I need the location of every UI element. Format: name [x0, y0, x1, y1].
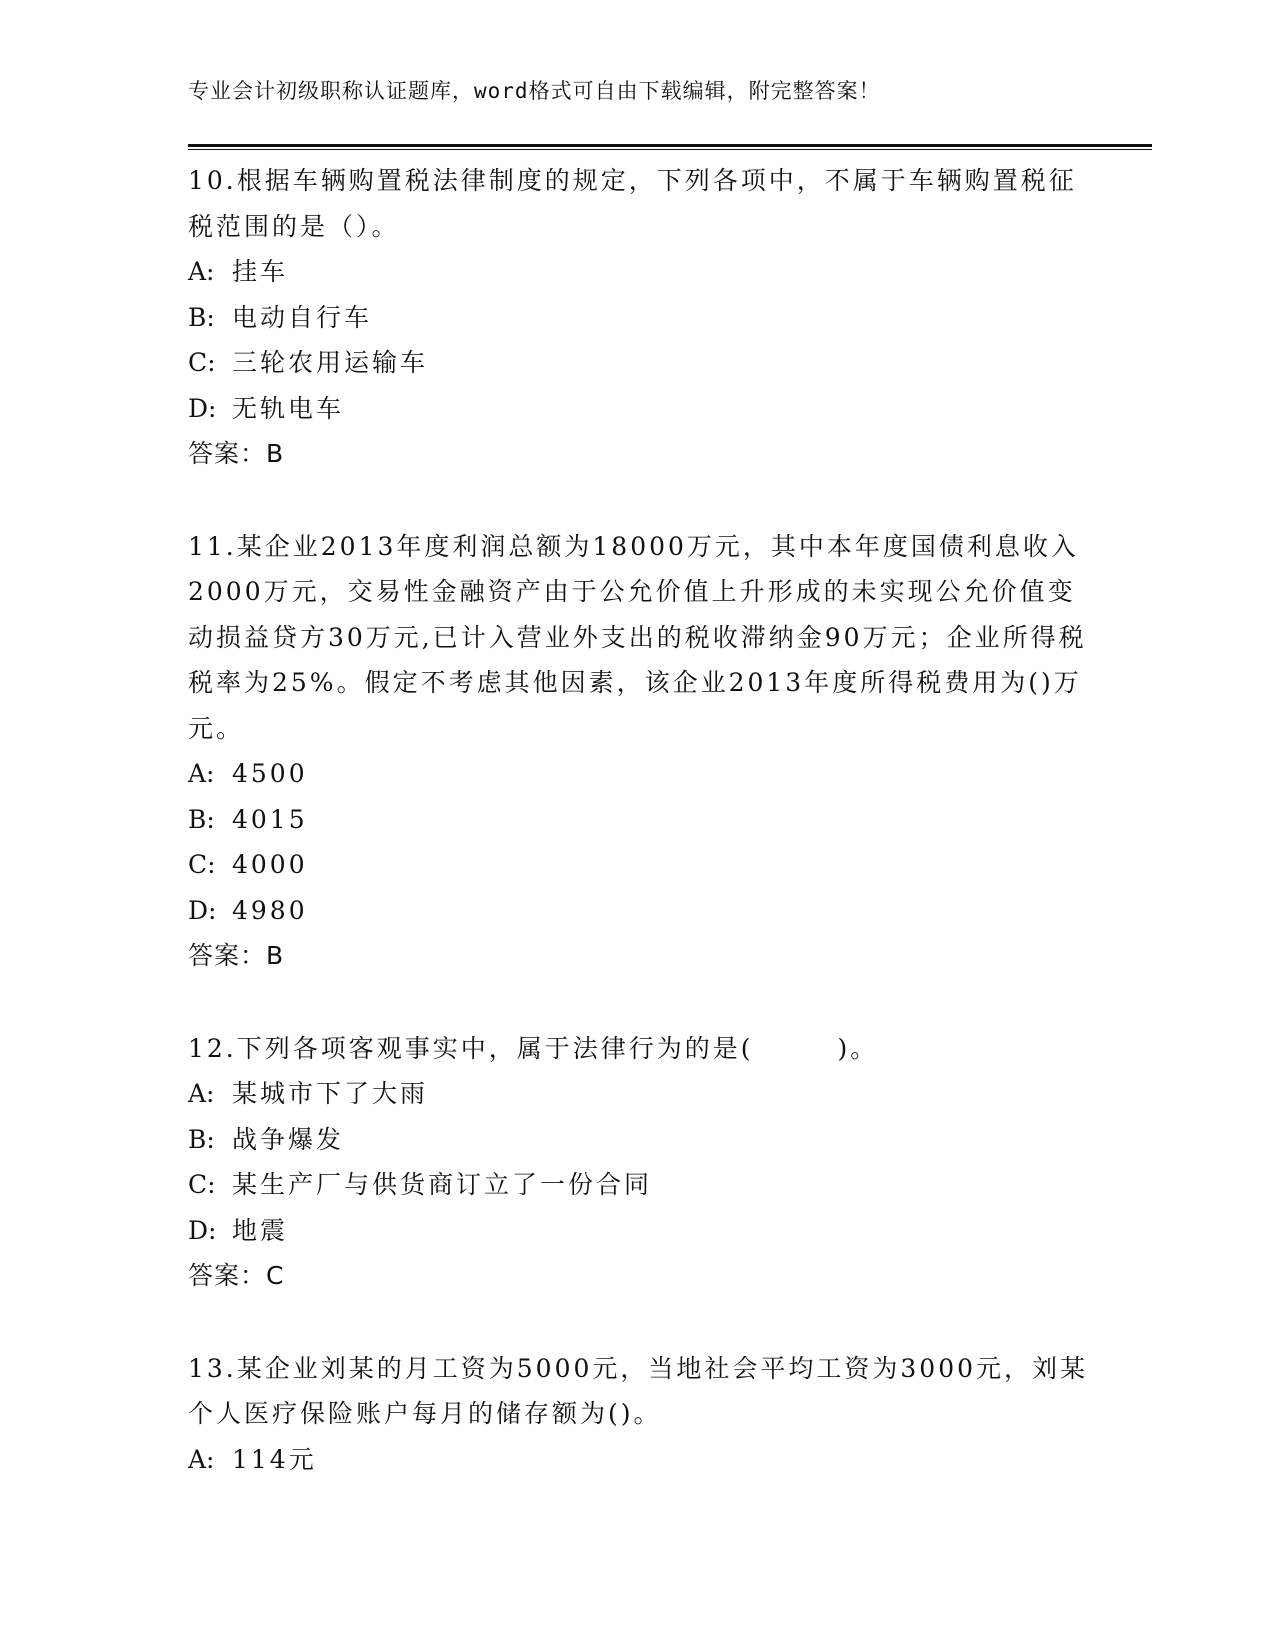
- option-b: [188, 797, 1088, 843]
- option-letter: A:: [188, 1444, 215, 1474]
- option-b: [188, 1117, 1088, 1163]
- answer: 答案：B: [188, 439, 285, 468]
- option-text: 4000: [232, 850, 308, 879]
- option-letter: A:: [188, 759, 215, 788]
- option-text: 某城市下了大雨: [232, 1079, 429, 1108]
- option-b: [188, 295, 1088, 341]
- question-stem: 10.根据车辆购置税法律制度的规定，下列各项中，不属于车辆购置税征税范围的是（）。: [188, 166, 1077, 241]
- question-13: [188, 1346, 1088, 1483]
- option-d: [188, 1208, 1088, 1254]
- option-text: 4015: [232, 804, 308, 834]
- option-a: [188, 1071, 1088, 1117]
- question-12: [188, 1026, 1088, 1299]
- option-text: 无轨电车: [232, 393, 345, 423]
- question-11: [188, 524, 1088, 979]
- option-text: 某生产厂与供货商订立了一份合同: [232, 1170, 653, 1199]
- option-text: 地震: [232, 1215, 289, 1245]
- option-letter: B:: [188, 1124, 215, 1154]
- option-a: [188, 751, 1088, 797]
- option-letter: A:: [188, 1079, 215, 1108]
- option-text: 电动自行车: [232, 302, 373, 332]
- option-letter: B:: [188, 302, 215, 332]
- option-letter: C:: [188, 348, 216, 377]
- option-a: [188, 1437, 1088, 1483]
- question-10: [188, 158, 1088, 477]
- option-a: [188, 249, 1088, 295]
- option-text: 114元: [232, 1444, 317, 1474]
- question-stem: 13.某企业刘某的月工资为5000元，当地社会平均工资为3000元，刘某个人医疗保险账户每月的储存额为()。: [188, 1353, 1089, 1428]
- option-letter: B:: [188, 804, 215, 834]
- option-letter: D:: [188, 895, 217, 925]
- option-c: [188, 1162, 1088, 1208]
- option-text: 挂车: [232, 257, 289, 286]
- header-rule-thick: [188, 144, 1152, 147]
- question-stem: 11.某企业2013年度利润总额为18000万元，其中本年度国债利息收入2000万元，交易性金融资产由于公允价值上升形成的未实现公允价值变动损益贷方30万元,已计入营业外支出的税收滞纳金90万元；企业所得税税率为25%。假定不考虑其他因素，该企业2013年度所得税费用为()万元。: [188, 531, 1087, 743]
- option-d: [188, 888, 1088, 934]
- option-text: 三轮农用运输车: [232, 348, 429, 377]
- option-d: [188, 386, 1088, 432]
- option-letter: D:: [188, 1215, 217, 1245]
- option-text: 4500: [232, 759, 308, 788]
- option-c: [188, 842, 1088, 888]
- option-text: 战争爆发: [232, 1124, 345, 1154]
- answer: 答案：B: [188, 941, 285, 970]
- page-header: 专业会计初级职称认证题库，word格式可自由下载编辑，附完整答案！: [188, 79, 881, 103]
- question-list: [188, 158, 1088, 1529]
- option-text: 4980: [232, 895, 308, 925]
- question-stem: 12.下列各项客观事实中，属于法律行为的是( )。: [188, 1033, 879, 1063]
- option-letter: C:: [188, 850, 216, 879]
- option-letter: A:: [188, 257, 215, 286]
- answer: 答案：C: [188, 1261, 285, 1290]
- option-letter: D:: [188, 393, 217, 423]
- header-rule-thin: [188, 149, 1152, 150]
- option-letter: C:: [188, 1170, 216, 1199]
- option-c: [188, 340, 1088, 386]
